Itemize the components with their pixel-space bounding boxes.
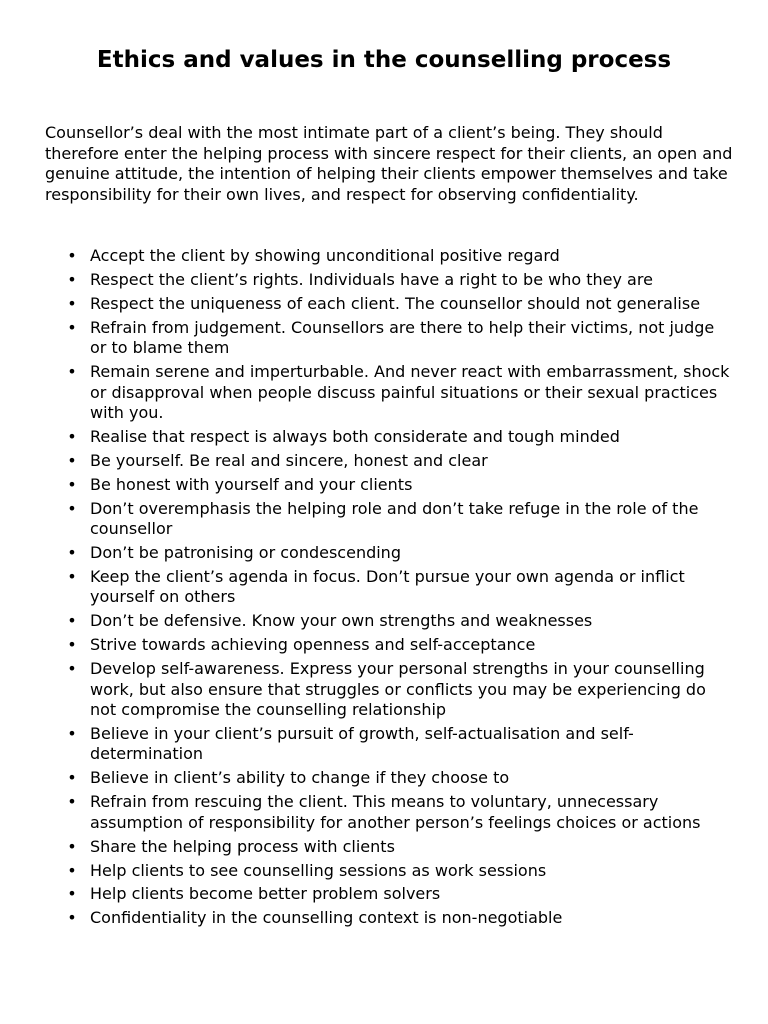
list-item	[45, 543, 735, 564]
bullet-list	[45, 246, 735, 932]
list-item	[45, 362, 735, 424]
list-item-text: Respect the uniqueness of each client. The counsellor should not generalise	[90, 293, 701, 313]
list-item-text: Respect the client’s rights. Individuals have a right to be who they are	[90, 269, 653, 289]
list-item-text: Don’t be patronising or condescending	[90, 543, 401, 563]
bullet-icon: •	[67, 836, 77, 856]
list-item	[45, 294, 735, 315]
bullet-icon: •	[67, 659, 77, 679]
bullet-icon: •	[67, 498, 77, 518]
list-item-text: Confidentiality in the counselling context is non-negotiable	[90, 908, 563, 928]
list-item	[45, 451, 735, 472]
bullet-icon: •	[67, 269, 77, 289]
bullet-icon: •	[67, 908, 77, 928]
list-item-text: Develop self-awareness. Express your personal strengths in your counselling work, but also ensure that struggles or conflicts you may be experiencing do not compromise the counselling relationship	[90, 659, 706, 720]
list-item-text: Don’t be defensive. Know your own strengths and weaknesses	[90, 611, 593, 631]
list-item	[45, 270, 735, 291]
list-item	[45, 884, 735, 905]
bullet-icon: •	[67, 362, 77, 382]
list-item-text: Share the helping process with clients	[90, 836, 395, 856]
list-item	[45, 427, 735, 448]
list-item-text: Keep the client’s agenda in focus. Don’t pursue your own agenda or inflict yourself on others	[90, 566, 685, 607]
list-item	[45, 475, 735, 496]
bullet-icon: •	[67, 543, 77, 563]
list-item-text: Believe in client’s ability to change if they choose to	[90, 768, 510, 788]
intro-paragraph: Counsellor’s deal with the most intimate part of a client’s being. They should therefore enter the helping process with sincere respect for their clients, an open and genuine attitude, the intention of helping their clients empower themselves and take responsibility for their own lives, and respect for observing confidentiality.	[45, 123, 733, 205]
bullet-icon: •	[67, 566, 77, 586]
list-item-text: Help clients to see counselling sessions as work sessions	[90, 860, 547, 880]
list-item-text: Be yourself. Be real and sincere, honest and clear	[90, 450, 488, 470]
list-item	[45, 318, 735, 359]
bullet-icon: •	[67, 635, 77, 655]
list-item	[45, 659, 735, 721]
bullet-icon: •	[67, 792, 77, 812]
bullet-icon: •	[67, 317, 77, 337]
bullet-icon: •	[67, 884, 77, 904]
list-item	[45, 611, 735, 632]
page-title: Ethics and values in the counselling process	[96, 47, 672, 73]
list-item-text: Strive towards achieving openness and self-acceptance	[90, 635, 536, 655]
list-item	[45, 246, 735, 267]
list-item	[45, 768, 735, 789]
list-item-text: Be honest with yourself and your clients	[90, 474, 413, 494]
list-item-text: Help clients become better problem solvers	[90, 884, 441, 904]
list-item-text: Realise that respect is always both considerate and tough minded	[90, 426, 620, 446]
list-item-text: Don’t overemphasis the helping role and don’t take refuge in the role of the counsellor	[90, 498, 699, 539]
list-item	[45, 499, 735, 540]
list-item-text: Accept the client by showing unconditional positive regard	[90, 246, 560, 265]
bullet-icon: •	[67, 860, 77, 880]
bullet-icon: •	[67, 426, 77, 446]
list-item	[45, 724, 735, 765]
list-item-text: Refrain from judgement. Counsellors are there to help their victims, not judge or to blame them	[90, 317, 715, 358]
bullet-icon: •	[67, 611, 77, 631]
list-item-text: Remain serene and imperturbable. And never react with embarrassment, shock or disapproval when people discuss painful situations or their sexual practices with you.	[90, 362, 730, 423]
list-item	[45, 635, 735, 656]
bullet-icon: •	[67, 768, 77, 788]
list-item-text: Believe in your client’s pursuit of growth, self-actualisation and self-determination	[90, 723, 634, 764]
list-item	[45, 908, 735, 929]
list-item-text: Refrain from rescuing the client. This means to voluntary, unnecessary assumption of responsibility for another person’s feelings choices or actions	[90, 792, 701, 832]
list-item	[45, 861, 735, 882]
bullet-icon: •	[67, 723, 77, 743]
bullet-icon: •	[67, 246, 77, 265]
list-item	[45, 792, 735, 833]
list-item	[45, 837, 735, 858]
bullet-icon: •	[67, 474, 77, 494]
list-item	[45, 567, 735, 608]
bullet-icon: •	[67, 293, 77, 313]
bullet-icon: •	[67, 450, 77, 470]
